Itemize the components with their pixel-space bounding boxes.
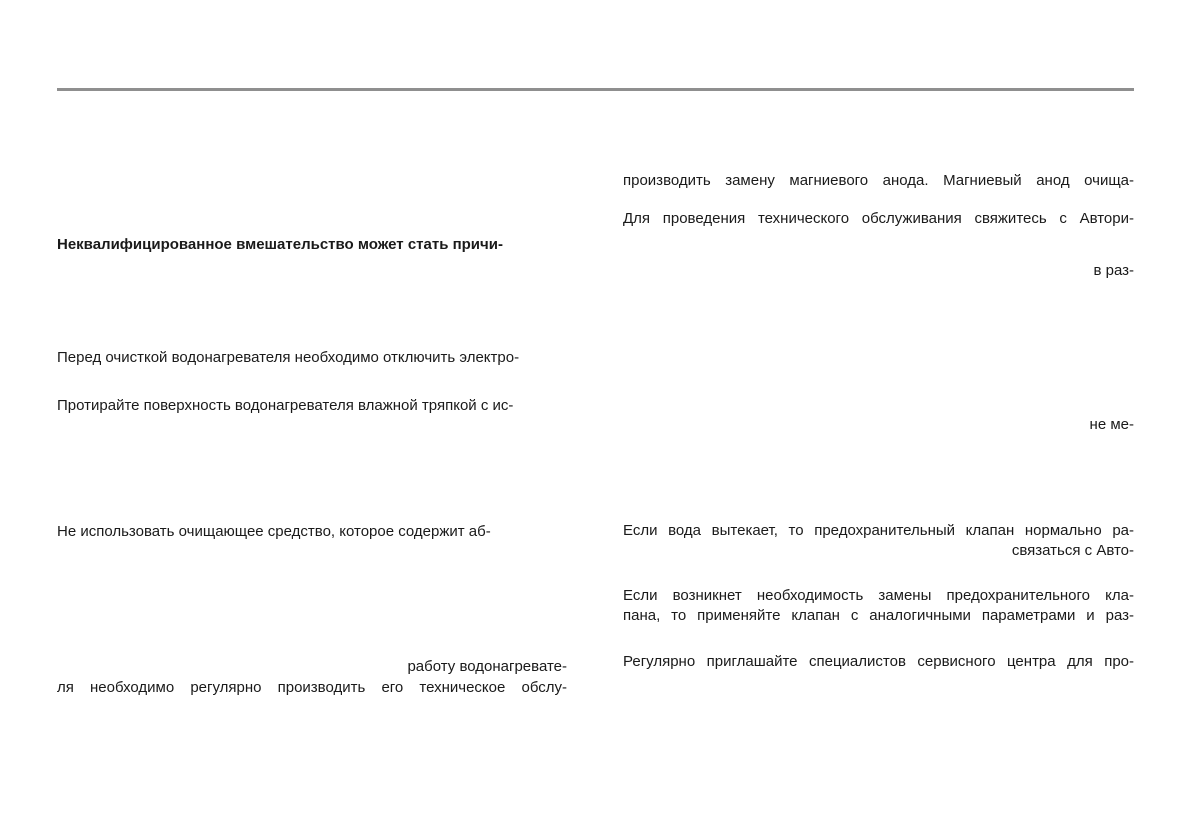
text-fragment-raz: в раз- — [1093, 262, 1134, 279]
service-contact-text: Для проведения технического обслуживания свяжитесь с Автори- — [623, 210, 1134, 227]
warning-text: Неквалифицированное вмешательство может стать причи- — [57, 236, 503, 253]
maintenance-text-line2: ля необходимо регулярно производить его техническое обслу- — [57, 679, 567, 696]
maintenance-text-line1: работу водонагревате- — [407, 658, 567, 675]
cleaning-power-off-text: Перед очисткой водонагревателя необходимо отключить электро- — [57, 349, 520, 366]
cleaning-wipe-text: Протирайте поверхность водонагревателя влажной тряпкой с ис- — [57, 397, 514, 414]
abrasive-warning-text: Не использовать очищающее средство, которое содержит аб- — [57, 523, 491, 540]
text-fragment-ne-me: не ме- — [1089, 416, 1134, 433]
service-invite-text: Регулярно приглашайте специалистов сервисного центра для про- — [623, 653, 1134, 670]
valve-replace-text-line1: Если возникнет необходимость замены предохранительного кла- — [623, 587, 1134, 604]
anode-replacement-text: производить замену магниевого анода. Магниевый анод очища- — [623, 172, 1134, 189]
header-rule — [57, 88, 1134, 91]
valve-check-text-line2: связаться с Авто- — [1011, 542, 1134, 559]
valve-replace-text-line2: пана, то применяйте клапан с аналогичными параметрами и раз- — [623, 607, 1134, 624]
valve-check-text-line1: Если вода вытекает, то предохранительный клапан нормально ра- — [623, 522, 1134, 539]
